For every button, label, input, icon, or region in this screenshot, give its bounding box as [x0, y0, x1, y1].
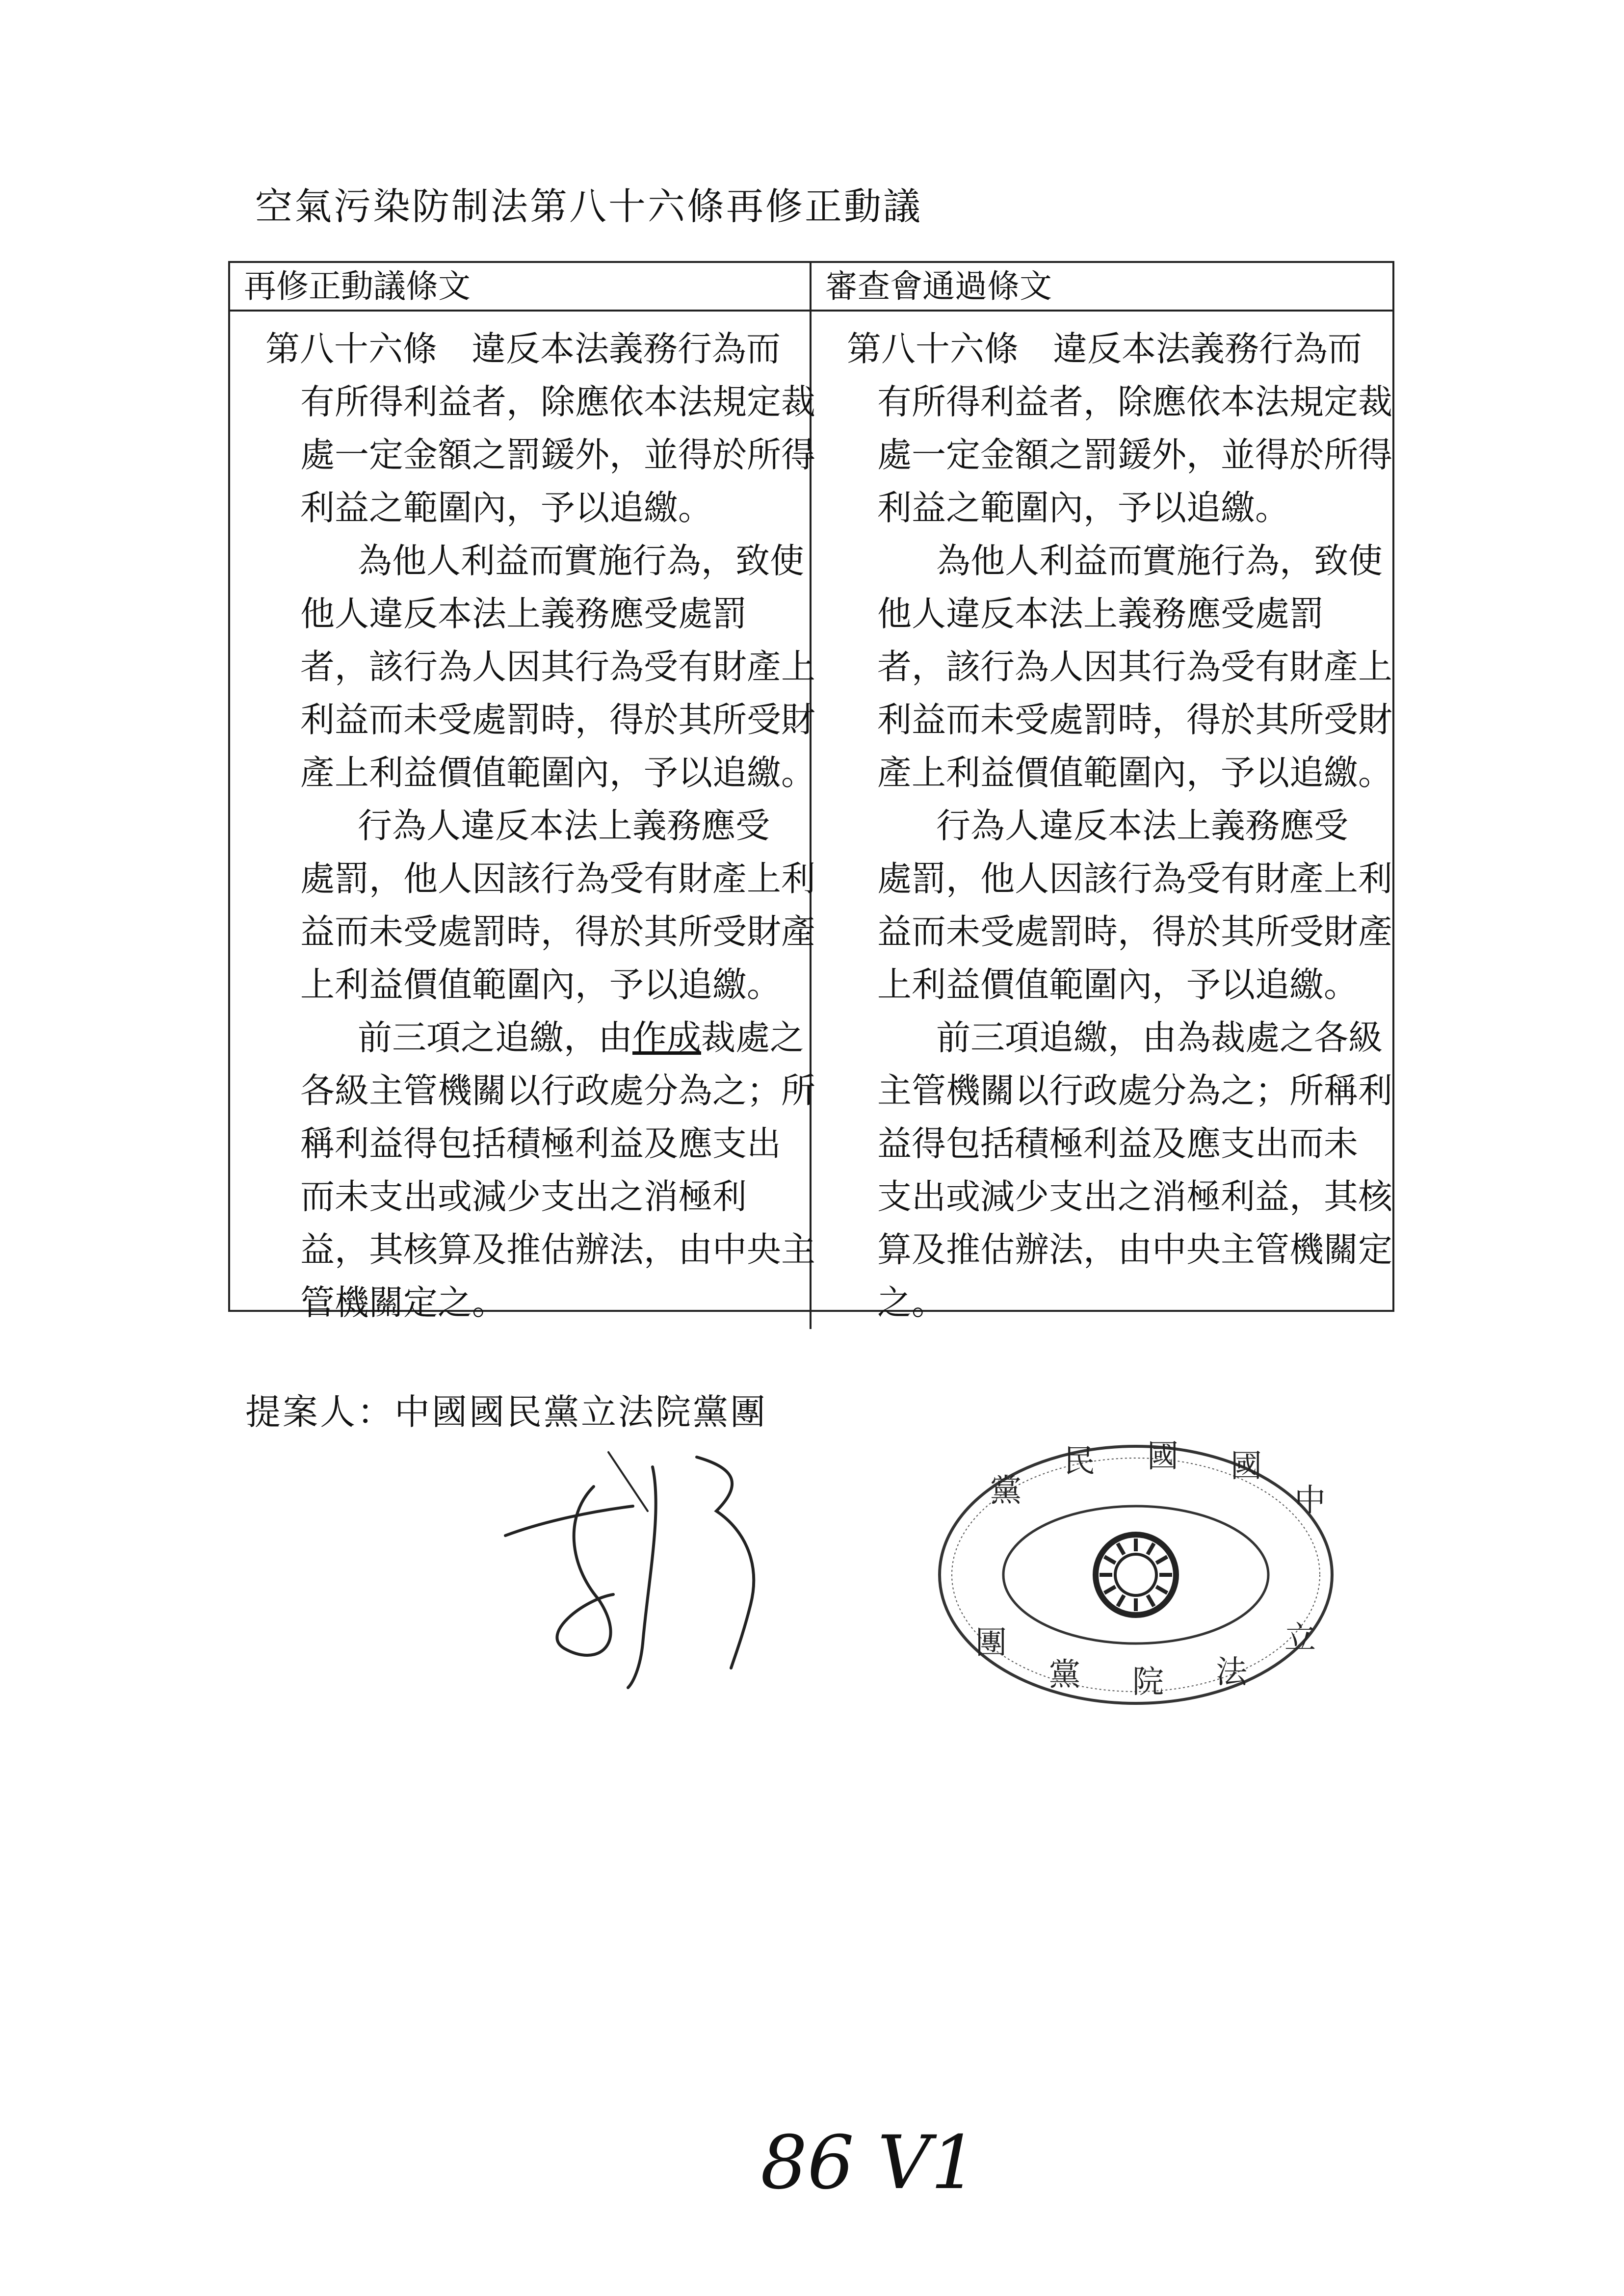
- approved-line: 益得包括積極利益及應支出而未: [877, 1123, 1358, 1164]
- approved-line: 有所得利益者，除應依本法規定裁: [877, 382, 1392, 422]
- svg-text:國: 國: [1147, 1438, 1179, 1475]
- document-title: 空氣污染防制法第八十六條再修正動議: [255, 184, 922, 228]
- proposed-line: 處一定金額之罰鍰外，並得於所得: [300, 435, 815, 475]
- proposed-line: 各級主管機關以行政處分為之；所: [300, 1070, 815, 1111]
- approved-line: 者，該行為人因其行為受有財產上: [877, 647, 1392, 687]
- proposed-line: 利益而未受處罰時，得於其所受財: [300, 700, 815, 740]
- proposed-line: 上利益價值範圍內，予以追繳。: [300, 965, 781, 1005]
- approved-line: 上利益價值範圍內，予以追繳。: [877, 965, 1358, 1005]
- svg-text:院: 院: [1132, 1664, 1164, 1700]
- comparison-table: [228, 261, 1394, 1323]
- proposed-line: 而未支出或減少支出之消極利: [300, 1176, 747, 1217]
- approved-line: 利益之範圍內，予以追繳。: [877, 488, 1289, 528]
- proposed-line: 產上利益價值範圍內，予以追繳。: [300, 753, 815, 793]
- proposed-line: 行為人違反本法上義務應受: [358, 806, 770, 846]
- header-approved-text: 審查會通過條文: [825, 267, 1052, 305]
- proposed-line: 管機關定之。: [300, 1282, 506, 1323]
- approved-line: 處一定金額之罰鍰外，並得於所得: [877, 435, 1392, 475]
- proposed-line: 前三項之追繳，由作成裁處之: [358, 1018, 804, 1058]
- handwritten-page-number: [756, 2114, 978, 2208]
- proposed-article-text: [230, 312, 815, 1329]
- approved-line: 之。: [877, 1282, 946, 1323]
- svg-text:國: 國: [1231, 1448, 1262, 1485]
- svg-text:民: 民: [1064, 1443, 1095, 1480]
- svg-text:黨: 黨: [1049, 1657, 1080, 1693]
- proposed-line: 第八十六條 違反本法義務行為而: [265, 329, 781, 369]
- approved-line: 利益而未受處罰時，得於其所受財: [877, 700, 1392, 740]
- svg-text:法: 法: [1216, 1654, 1247, 1691]
- party-seal: [932, 1437, 1339, 1712]
- proposed-line: 益而未受處罰時，得於其所受財產: [300, 912, 815, 952]
- proposer-line: 提案人：中國國民黨立法院黨團: [245, 1391, 768, 1433]
- approved-line: 處罰，他人因該行為受有財產上利: [877, 859, 1392, 899]
- approved-article-text: [812, 312, 1392, 1329]
- approved-line: 益而未受處罰時，得於其所受財產: [877, 912, 1392, 952]
- svg-text:立: 立: [1284, 1620, 1316, 1656]
- approved-line: 行為人違反本法上義務應受: [936, 806, 1348, 846]
- svg-text:中: 中: [1294, 1483, 1326, 1519]
- svg-text:86 V1: 86 V1: [760, 2120, 978, 2206]
- approved-line: 支出或減少支出之消極利益，其核: [877, 1176, 1392, 1217]
- proposed-line: 益，其核算及推估辦法，由中央主: [300, 1229, 815, 1270]
- table-header-row: [230, 263, 1392, 312]
- approved-line: 前三項追繳，由為裁處之各級: [936, 1018, 1383, 1058]
- proposed-line: 稱利益得包括積極利益及應支出: [300, 1123, 781, 1164]
- svg-text:黨: 黨: [990, 1473, 1022, 1509]
- proposed-line: 他人違反本法上義務應受處罰: [300, 594, 747, 634]
- approved-line: 為他人利益而實施行為，致使: [936, 541, 1383, 581]
- approved-line: 主管機關以行政處分為之；所稱利: [877, 1070, 1392, 1111]
- table-body-row: [230, 312, 1392, 1329]
- svg-text:團: 團: [975, 1625, 1007, 1661]
- approved-line: 產上利益價值範圍內，予以追繳。: [877, 753, 1392, 793]
- handwritten-signature: [486, 1437, 800, 1693]
- proposed-line: 有所得利益者，除應依本法規定裁: [300, 382, 815, 422]
- proposed-line: 者，該行為人因其行為受有財產上: [300, 647, 815, 687]
- underlined-amendment: 作成: [632, 1018, 701, 1058]
- approved-line: 第八十六條 違反本法義務行為而: [847, 329, 1362, 369]
- approved-line: 算及推估辦法，由中央主管機關定: [877, 1229, 1392, 1270]
- header-proposed-text: 再修正動議條文: [230, 263, 812, 310]
- approved-line: 他人違反本法上義務應受處罰: [877, 594, 1324, 634]
- proposed-line: 為他人利益而實施行為，致使: [358, 541, 804, 581]
- proposed-line: 處罰，他人因該行為受有財產上利: [300, 859, 815, 899]
- proposed-line: 利益之範圍內，予以追繳。: [300, 488, 712, 528]
